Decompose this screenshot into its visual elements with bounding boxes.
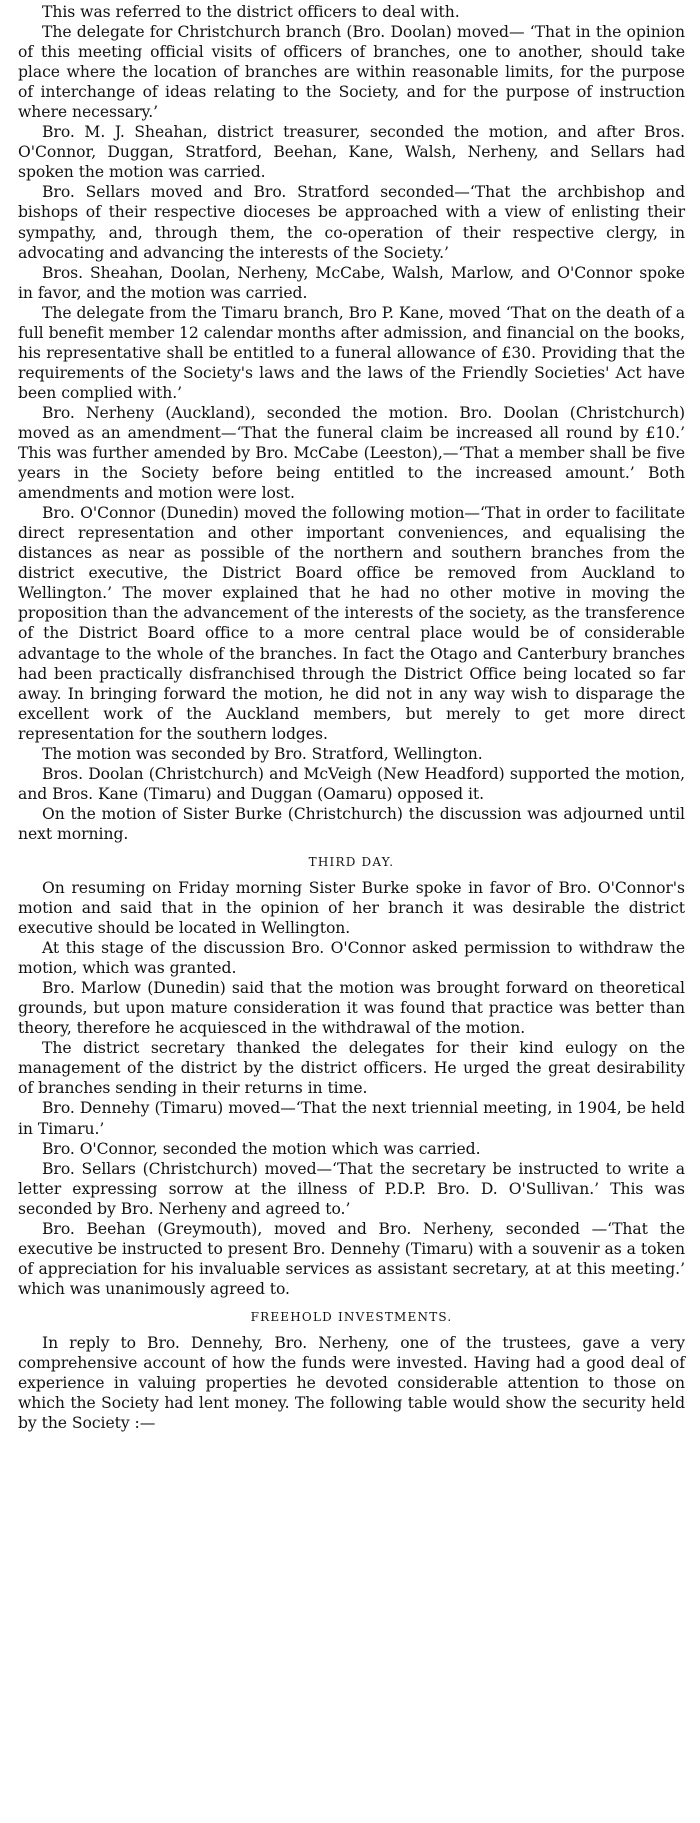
paragraph: On the motion of Sister Burke (Christchurch) the discussion was adjourned until next morning.: [18, 804, 685, 843]
paragraph: Bro. Sellars (Christchurch) moved—‘That the secretary be instructed to write a letter expressing sorrow at the illness of P.D.P. Bro. D. O'Sullivan.’ This was seconded by Bro. Nerheny and agreed to.’: [18, 1159, 685, 1218]
paragraph: On resuming on Friday morning Sister Burke spoke in favor of Bro. O'Connor's motion and said that in the opinion of her branch it was desirable the district executive should be located in Wellington.: [18, 878, 685, 938]
paragraph: Bro. M. J. Sheahan, district treasurer, seconded the motion, and after Bros. O'Connor, Duggan, Stratford, Beehan, Kane, Walsh, Nerheny, and Sellars had spoken the motion was carried.: [18, 123, 685, 182]
paragraph: This was referred to the district officers to deal with.: [42, 3, 460, 21]
paragraph: Bros. Sheahan, Doolan, Nerheny, McCabe, Walsh, Marlow, and O'Connor spoke in favor, and the motion was carried.: [18, 263, 685, 302]
newspaper-column: [18, 2, 685, 1433]
section-heading-third-day: THIRD DAY.: [308, 854, 395, 869]
paragraph: Bro. Nerheny (Auckland), seconded the motion. Bro. Doolan (Christchurch) moved as an amendment—‘That the funeral claim be increased all round by £10.’ This was further amended by Bro. McCabe (Leeston),—‘That a member shall be five years in the Society before being entitled to the increased amount.’ Both amendments and motion were lost.: [18, 403, 685, 503]
section-freehold-investments: [18, 1333, 685, 1433]
paragraph: Bro. Dennehy (Timaru) moved—‘That the next triennial meeting, in 1904, be held in Timaru.’: [18, 1099, 685, 1138]
paragraph: Bro. Sellars moved and Bro. Stratford seconded—‘That the archbishop and bishops of their respective dioceses be approached with a view of enlisting their sympathy, and, through them, the co-operation of their respective clergy, in advocating and advancing the interests of the Society.’: [18, 183, 685, 262]
paragraph: In reply to Bro. Dennehy, Bro. Nerheny, one of the trustees, gave a very comprehensive account of how the funds were invested. Having had a good deal of experience in valuing properties he devoted considerable attention to those on which the Society had lent money. The following table would show the security held by the Society :—: [18, 1333, 685, 1433]
paragraph: The motion was seconded by Bro. Stratford, Wellington.: [42, 744, 483, 763]
section-second-day: [18, 2, 685, 844]
paragraph: The delegate for Christchurch branch (Bro. Doolan) moved— ‘That in the opinion of this meeting official visits of officers of branches, one to another, should take place where the location of branches are within reasonable limits, for the purpose of interchange of ideas relating to the Society, and for the purpose of instruction where necessary.’: [18, 23, 685, 122]
paragraph: Bro. Beehan (Greymouth), moved and Bro. Nerheny, seconded —‘That the executive be instructed to present Bro. Dennehy (Timaru) with a souvenir as a token of appreciation for his invaluable services as assistant secretary, at at this meeting.’ which was unanimously agreed to.: [18, 1219, 685, 1298]
paragraph: Bro. Marlow (Dunedin) said that the motion was brought forward on theoretical grounds, but upon mature consideration it was found that practice was better than theory, therefore he acquiesced in the withdrawal of the motion.: [18, 979, 685, 1038]
section-third-day: [18, 878, 685, 1299]
paragraph: At this stage of the discussion Bro. O'Connor asked permission to withdraw the motion, which was granted.: [18, 939, 685, 978]
paragraph: The delegate from the Timaru branch, Bro P. Kane, moved ‘That on the death of a full benefit member 12 calendar months after admission, and financial on the books, his representative shall be entitled to a funeral allowance of £30. Providing that the requirements of the Society's laws and the laws of the Friendly Societies' Act have been complied with.’: [18, 303, 685, 402]
paragraph: Bros. Doolan (Christchurch) and McVeigh (New Headford) supported the motion, and Bros. Kane (Timaru) and Duggan (Oamaru) opposed it.: [18, 764, 685, 803]
paragraph: Bro. O'Connor, seconded the motion which was carried.: [42, 1139, 481, 1158]
paragraph: Bro. O'Connor (Dunedin) moved the following motion—‘That in order to facilitate direct representation and other important conveniences, and equalising the distances as near as possible of the northern and southern branches from the district executive, the District Board office be removed from Auckland to Wellington.’ The mover explained that he had no other motive in moving the proposition than the advancement of the interests of the society, as the transference of the District Board office to a more central place would be of considerable advantage to the whole of the branches. In fact the Otago and Canterbury branches had been practically disfranchised through the District Office being located so far away. In bringing forward the motion, he did not in any way wish to disparage the excellent work of the Auckland members, but merely to get more direct representation for the southern lodges.: [18, 504, 685, 743]
section-heading-freehold-investments: FREEHOLD INVESTMENTS.: [250, 1309, 453, 1324]
paragraph: The district secretary thanked the delegates for their kind eulogy on the management of the district by the district officers. He urged the great desirability of branches sending in their returns in time.: [18, 1039, 685, 1098]
